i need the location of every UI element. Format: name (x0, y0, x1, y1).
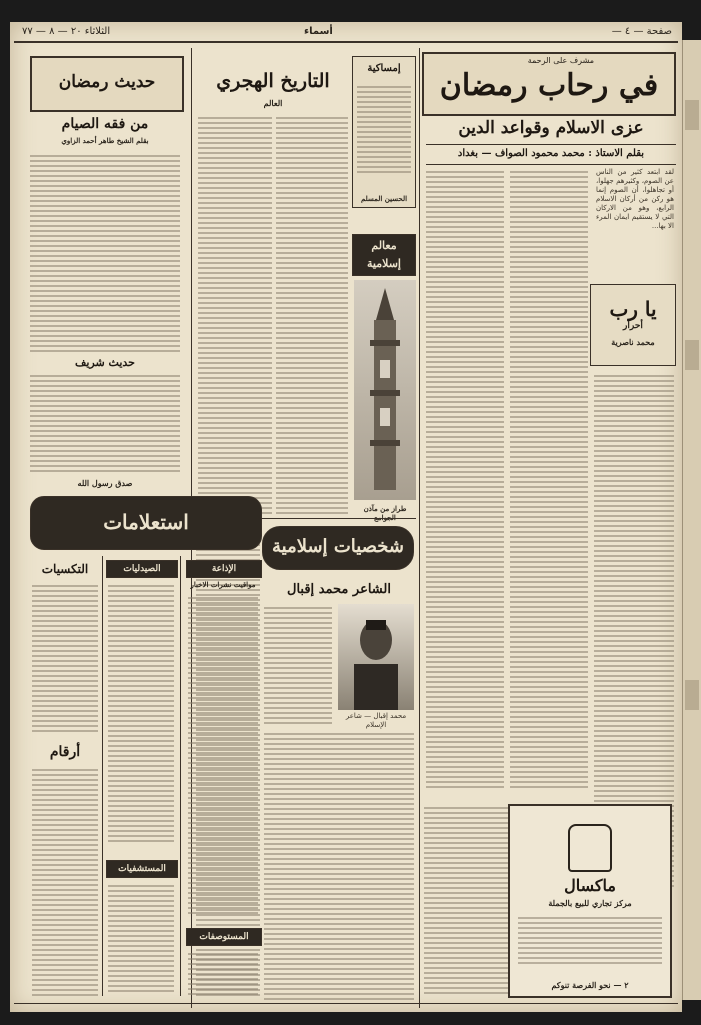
headline-rule (426, 144, 676, 145)
radio-header (186, 560, 262, 578)
hadith-ramadan-box (30, 56, 184, 112)
poem-author: محمد ناصرية (611, 337, 655, 347)
masthead-kicker: مشرف على الرحمة (527, 56, 594, 65)
ramadan-masthead: في رحاب رمضان (439, 68, 659, 103)
poem-title: يا رب (609, 297, 657, 321)
poem-subtitle: أحرار (623, 321, 643, 331)
hadith-ramadan-title: حديث رمضان (58, 72, 156, 92)
maxal-advertisement (508, 804, 672, 998)
adjacent-page-edge (682, 40, 701, 1000)
history-col-1 (276, 114, 348, 514)
ad-brand: ماكسال (564, 876, 616, 895)
radio-subtitle: مواقيت نشرات الاخبار (190, 580, 256, 589)
page-number: صفحة — ٤ — (611, 26, 672, 37)
hadith-sharif-text (30, 372, 180, 476)
istilamat-title: استعلامات (103, 510, 189, 534)
issue-date: الثلاثاء ٢٠ — ٨ — ٧٧ (22, 26, 111, 37)
hospitals-title: المستشفيات (118, 864, 166, 874)
bag-icon (568, 824, 612, 872)
fiqh-title: من فقه الصيام (61, 116, 149, 132)
taxi-title: التكسيات (41, 562, 89, 576)
minaret-photo (354, 280, 416, 500)
pharmacy-list (108, 582, 174, 842)
imsakiya-box (352, 56, 416, 208)
imsakiya-table (357, 83, 411, 183)
main-article-col-3 (426, 168, 504, 788)
clinics-title: المستوصفات (199, 932, 249, 942)
personalities-col-1 (264, 604, 332, 724)
info-divider-1 (102, 556, 103, 996)
minaret-caption: طراز من مآذن (363, 504, 407, 513)
maalim-title: معالم إسلامية (367, 239, 401, 270)
portrait-drawing (338, 604, 414, 710)
imsakiya-title: إمساكية (367, 63, 401, 74)
main-byline: بقلم الاستاذ : محمد محمود الصواف — بغداد (457, 148, 645, 159)
clinics-header (186, 928, 262, 946)
hospitals-list (108, 882, 174, 992)
personalities-title: شخصيات إسلامية (272, 536, 404, 557)
info-divider-2 (180, 556, 181, 996)
footer-rule (14, 1003, 678, 1004)
main-article-col-2 (510, 168, 588, 788)
poem-sidebox (590, 284, 676, 366)
history-title: التاريخ الهجري (216, 70, 330, 92)
personalities-banner (262, 526, 414, 570)
page-header (14, 26, 678, 40)
personalities-article (264, 730, 414, 1000)
hospitals-header (106, 860, 178, 878)
hadith-closing: صدق رسول الله (77, 478, 133, 488)
masthead-box (422, 52, 676, 116)
pharmacy-header (106, 560, 178, 578)
imsakiya-footer: الحسين المسلم (360, 194, 408, 203)
fiqh-author: بقلم الشيخ طاهر أحمد الزاوي (61, 136, 149, 145)
istilamat-banner (30, 496, 262, 550)
ad-footer: ٢ — نحو الفرصة تنوكم (551, 980, 629, 990)
minaret-drawing (354, 280, 416, 500)
iqbal-caption: محمد إقبال — شاعر الإسلام (345, 712, 407, 729)
main-headline: عزى الاسلام وقواعد الدين (458, 118, 644, 138)
ad-body (518, 914, 662, 970)
clinics-list (188, 950, 258, 996)
radio-schedule (188, 594, 258, 914)
history-col-2 (198, 114, 272, 514)
fiqh-article (30, 152, 180, 352)
personalities-subtitle: الشاعر محمد إقبال (287, 582, 391, 597)
header-rule (14, 41, 678, 43)
pharmacy-title: الصيدليات (123, 564, 161, 574)
ad-tagline: مركز تجاري للبيع بالجملة (548, 898, 632, 908)
arqam-title: أرقام (49, 744, 81, 760)
main-article-col-3-bottom (424, 804, 508, 994)
arqam-list (32, 766, 98, 996)
iqbal-portrait (338, 604, 414, 710)
hadith-sharif-title: حديث شريف (74, 356, 135, 369)
paper-name: أسماء (304, 26, 333, 37)
newspaper-page (10, 22, 682, 1012)
byline-rule (426, 164, 676, 165)
taxi-list (32, 582, 98, 732)
radio-title: الإذاعة (211, 564, 237, 574)
history-subtitle: العالم (263, 98, 283, 108)
column-divider-1 (419, 48, 420, 1008)
main-intro-text: لقد ابتعد كثير من الناس عن الصوم، وكثيرهم جهلوا، أو تجاهلوا، أن الصوم إنما هو ركن من أركان الاسلام الرابع، وهو من الاركان التي لا يستقيم ايمان المرء الا بها... (596, 168, 674, 230)
maalim-box (352, 234, 416, 276)
